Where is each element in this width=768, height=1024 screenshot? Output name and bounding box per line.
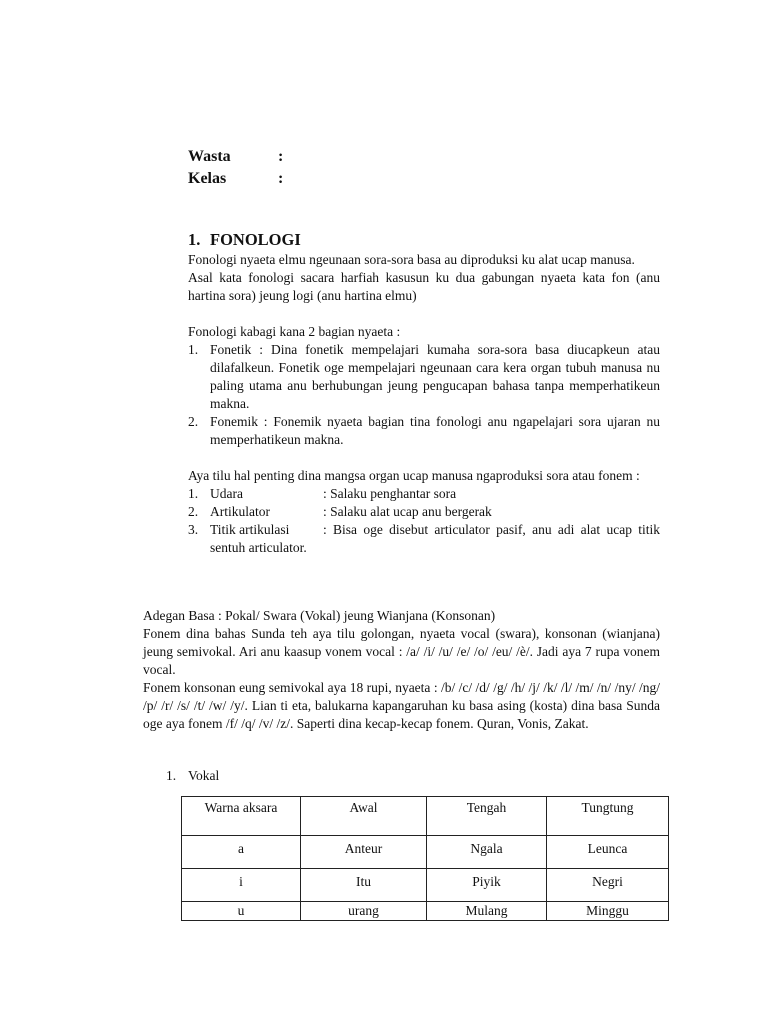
- section-heading: [188, 231, 301, 249]
- table-cell: Minggu: [547, 902, 669, 921]
- table-cell: Itu: [301, 869, 427, 902]
- list-item: 2. Fonemik : Fonemik nyaeta bagian tina fonologi anu ngapelajari sora ujaran nu memperhatikeun makna.: [188, 414, 660, 447]
- table-row: [182, 902, 669, 921]
- column-header: Awal: [301, 797, 427, 836]
- table-cell: i: [182, 869, 301, 902]
- table-cell: urang: [301, 902, 427, 921]
- organs-intro: Aya tilu hal penting dina mangsa organ ucap manusa ngaproduksi sora atau fonem :: [188, 468, 640, 483]
- column-header: Tungtung: [547, 797, 669, 836]
- list-item: 3. Titik artikulasi : Bisa oge disebut articulator pasif, anu adi alat ucap titik sentuh articulator.: [188, 522, 660, 555]
- list-item: 1. Fonetik : Dina fonetik mempelajari kumaha sora-sora basa diucapkeun atau dilafalkeun. Fonetik oge mempelajari ngeunaan cara kera organ tubuh manusa nu paling utama anu berhubungan jeung pengucapan bahasa tanpa memperhatikeun makna.: [188, 342, 660, 411]
- section-number: 1.: [188, 230, 201, 249]
- class-field: [188, 170, 283, 188]
- intro-paragraph-2: Asal kata fonologi sacara harfiah kasusun ku dua gabungan nyaeta kata fon (anu hartina sora) jeung logi (anu hartina elmu): [188, 270, 660, 303]
- list-item: 1. Udara : Salaku penghantar sora: [188, 486, 457, 501]
- table-cell: Leunca: [547, 836, 669, 869]
- vokal-number: 1.: [166, 768, 177, 783]
- vokal-table: [181, 796, 669, 921]
- adegan-basa-section: [143, 607, 660, 733]
- table-cell: a: [182, 836, 301, 869]
- list-item: 2. Artikulator : Salaku alat ucap anu bergerak: [188, 504, 492, 519]
- table-cell: Ngala: [427, 836, 547, 869]
- name-colon: :: [278, 148, 284, 165]
- fonologi-body: [188, 251, 660, 557]
- intro-paragraph-1: Fonologi nyaeta elmu ngeunaan sora-sora basa au diproduksi ku alat ucap manusa.: [188, 252, 635, 267]
- table-cell: Piyik: [427, 869, 547, 902]
- organs-list: [188, 485, 660, 557]
- section-title: FONOLOGI: [210, 230, 301, 249]
- intro-paragraph-3: Fonologi kabagi kana 2 bagian nyaeta :: [188, 324, 401, 339]
- vokal-title: Vokal: [188, 768, 220, 783]
- adegan-paragraph-2: Fonem konsonan eung semivokal aya 18 rupi, nyaeta : /b/ /c/ /d/ /g/ /h/ /j/ /k/ /l/ /m/ /n/ /ny/ /ng/ /p/ /r/ /s/ /t/ /w/ /y/. Lian ti eta, balukarna kapangaruhan ku basa asing (kosta) dina basa Sunda oge aya fonem /f/ /q/ /v/ /z/. Saperti dina kecap-kecap fonem. Quran, Vonis, Zakat.: [143, 680, 660, 731]
- class-colon: :: [278, 170, 284, 187]
- table-header-row: [182, 797, 669, 836]
- table-row: [182, 836, 669, 869]
- name-label: Wasta: [188, 148, 231, 165]
- table-cell: Negri: [547, 869, 669, 902]
- table-cell: Anteur: [301, 836, 427, 869]
- table-row: [182, 869, 669, 902]
- table-cell: u: [182, 902, 301, 921]
- column-header: Warna aksara: [182, 797, 301, 836]
- adegan-heading: Adegan Basa : Pokal/ Swara (Vokal) jeung Wianjana (Konsonan): [143, 608, 496, 623]
- adegan-paragraph-1: Fonem dina bahas Sunda teh aya tilu golongan, nyaeta vocal (swara), konsonan (wianjana) jeung semivokal. Ari anu kaasup vonem vocal : /a/ /i/ /u/ /e/ /o/ /eu/ /è/. Jadi aya 7 rupa vonem vocal.: [143, 626, 660, 677]
- table-cell: Mulang: [427, 902, 547, 921]
- class-label: Kelas: [188, 170, 227, 187]
- parts-list: [188, 341, 660, 449]
- column-header: Tengah: [427, 797, 547, 836]
- name-field: [188, 148, 283, 166]
- vokal-heading: [166, 767, 219, 785]
